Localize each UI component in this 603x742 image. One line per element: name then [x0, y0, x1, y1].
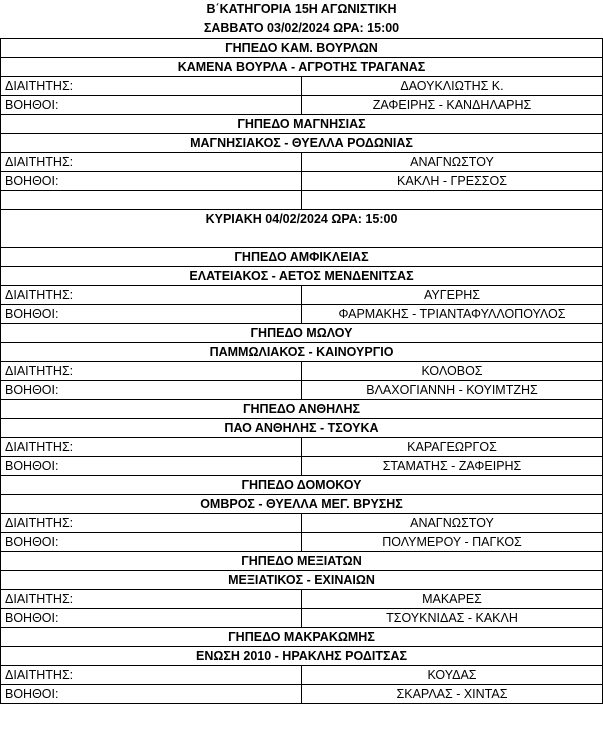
match-teams: ΟΜΒΡΟΣ - ΘΥΕΛΛΑ ΜΕΓ. ΒΡΥΣΗΣ: [1, 495, 603, 514]
row-label: ΒΟΗΘΟΙ:: [1, 609, 302, 628]
stadium-name: ΓΗΠΕΔΟ ΜΑΚΡΑΚΩΜΗΣ: [1, 628, 603, 647]
stadium-name: ΓΗΠΕΔΟ ΔΟΜΟΚΟΥ: [1, 476, 603, 495]
match-teams: ΚΑΜΕΝΑ ΒΟΥΡΛΑ - ΑΓΡΟΤΗΣ ΤΡΑΓΑΝΑΣ: [1, 58, 603, 77]
official-names: ΑΥΓΕΡΗΣ: [302, 286, 603, 305]
row-label: ΔΙΑΙΤΗΤΗΣ:: [1, 514, 302, 533]
official-names: ΣΚΑΡΛΑΣ - ΧΙΝΤΑΣ: [302, 685, 603, 704]
empty-row: [1, 229, 603, 248]
official-names: ΔΑΟΥΚΛΙΩΤΗΣ Κ.: [302, 77, 603, 96]
row-label: ΒΟΗΘΟΙ:: [1, 96, 302, 115]
row-label: ΒΟΗΘΟΙ:: [1, 305, 302, 324]
referee-row: [1, 590, 603, 609]
row-label: ΒΟΗΘΟΙ:: [1, 172, 302, 191]
saturday-date-time: ΣΑΒΒΑΤΟ 03/02/2024 ΩΡΑ: 15:00: [203, 21, 400, 35]
referee-row: [1, 666, 603, 685]
assistants-row: [1, 609, 603, 628]
match-teams: ΕΝΩΣΗ 2010 - ΗΡΑΚΛΗΣ ΡΟΔΙΤΣΑΣ: [1, 647, 603, 666]
match-row: [1, 495, 603, 514]
stadium-row: [1, 400, 603, 419]
match-row: [1, 647, 603, 666]
official-names: ΜΑΚΑΡΕΣ: [302, 590, 603, 609]
row-label: ΒΟΗΘΟΙ:: [1, 457, 302, 476]
match-row: [1, 571, 603, 590]
empty-cell: [302, 191, 603, 210]
stadium-row: [1, 115, 603, 134]
official-names: ΑΝΑΓΝΩΣΤΟΥ: [302, 153, 603, 172]
assistants-row: [1, 305, 603, 324]
match-teams: ΜΕΞΙΑΤΙΚΟΣ - ΕΧΙΝΑΙΩΝ: [1, 571, 603, 590]
match-teams: ΕΛΑΤΕΙΑΚΟΣ - ΑΕΤΟΣ ΜΕΝΔΕΝΙΤΣΑΣ: [1, 267, 603, 286]
official-names: ΚΟΛΟΒΟΣ: [302, 362, 603, 381]
referee-row: [1, 77, 603, 96]
schedule-table-body: [1, 39, 603, 704]
row-label: ΔΙΑΙΤΗΤΗΣ:: [1, 590, 302, 609]
stadium-name: ΓΗΠΕΔΟ ΑΝΘΗΛΗΣ: [1, 400, 603, 419]
official-names: ΣΤΑΜΑΤΗΣ - ΖΑΦΕΙΡΗΣ: [302, 457, 603, 476]
row-label: ΔΙΑΙΤΗΤΗΣ:: [1, 438, 302, 457]
row-label: ΒΟΗΘΟΙ:: [1, 533, 302, 552]
match-teams: ΠΑΟ ΑΝΘΗΛΗΣ - ΤΣΟΥΚΑ: [1, 419, 603, 438]
assistants-row: [1, 457, 603, 476]
official-names: ΖΑΦΕΙΡΗΣ - ΚΑΝΔΗΛΑΡΗΣ: [302, 96, 603, 115]
official-names: ΚΟΥΔΑΣ: [302, 666, 603, 685]
referee-row: [1, 153, 603, 172]
stadium-name: ΓΗΠΕΔΟ ΑΜΦΙΚΛΕΙΑΣ: [1, 248, 603, 267]
row-label: ΔΙΑΙΤΗΤΗΣ:: [1, 666, 302, 685]
schedule-table: [0, 38, 603, 704]
row-label: ΔΙΑΙΤΗΤΗΣ:: [1, 362, 302, 381]
stadium-name: ΓΗΠΕΔΟ ΚΑΜ. ΒΟΥΡΛΩΝ: [1, 39, 603, 58]
referee-row: [1, 514, 603, 533]
official-names: ΠΟΛΥΜΕΡΟΥ - ΠΑΓΚΟΣ: [302, 533, 603, 552]
sunday-date-time: ΚΥΡΙΑΚΗ 04/02/2024 ΩΡΑ: 15:00: [1, 210, 603, 229]
official-names: ΒΛΑΧΟΓΙΑΝΝΗ - ΚΟΥΙΜΤΖΗΣ: [302, 381, 603, 400]
row-label: ΔΙΑΙΤΗΤΗΣ:: [1, 286, 302, 305]
assistants-row: [1, 96, 603, 115]
sunday-date-row: [1, 210, 603, 229]
stadium-row: [1, 476, 603, 495]
referee-row: [1, 286, 603, 305]
official-names: ΑΝΑΓΝΩΣΤΟΥ: [302, 514, 603, 533]
official-names: ΦΑΡΜΑΚΗΣ - ΤΡΙΑΝΤΑΦΥΛΛΟΠΟΥΛΟΣ: [302, 305, 603, 324]
assistants-row: [1, 381, 603, 400]
match-row: [1, 134, 603, 153]
row-label: ΔΙΑΙΤΗΤΗΣ:: [1, 153, 302, 172]
stadium-row: [1, 628, 603, 647]
stadium-name: ΓΗΠΕΔΟ ΜΩΛΟΥ: [1, 324, 603, 343]
assistants-row: [1, 685, 603, 704]
stadium-row: [1, 39, 603, 58]
stadium-name: ΓΗΠΕΔΟ ΜΑΓΝΗΣΙΑΣ: [1, 115, 603, 134]
stadium-row: [1, 552, 603, 571]
match-row: [1, 419, 603, 438]
empty-row: [1, 191, 603, 210]
stadium-row: [1, 324, 603, 343]
official-names: ΚΑΚΛΗ - ΓΡΕΣΣΟΣ: [302, 172, 603, 191]
match-row: [1, 267, 603, 286]
match-row: [1, 343, 603, 362]
match-teams: ΠΑΜΜΩΛΙΑΚΟΣ - ΚΑΙΝΟΥΡΓΙΟ: [1, 343, 603, 362]
referee-row: [1, 438, 603, 457]
official-names: ΤΣΟΥΚΝΙΔΑΣ - ΚΑΚΛΗ: [302, 609, 603, 628]
row-label: ΔΙΑΙΤΗΤΗΣ:: [1, 77, 302, 96]
stadium-name: ΓΗΠΕΔΟ ΜΕΞΙΑΤΩΝ: [1, 552, 603, 571]
match-teams: ΜΑΓΝΗΣΙΑΚΟΣ - ΘΥΕΛΛΑ ΡΟΔΩΝΙΑΣ: [1, 134, 603, 153]
assistants-row: [1, 172, 603, 191]
empty-cell: [1, 229, 603, 248]
match-row: [1, 58, 603, 77]
referee-row: [1, 362, 603, 381]
official-names: ΚΑΡΑΓΕΩΡΓΟΣ: [302, 438, 603, 457]
stadium-row: [1, 248, 603, 267]
category-round-title: Β΄ΚΑΤΗΓΟΡΙΑ 15Η ΑΓΩΝΙΣΤΙΚΗ: [206, 2, 397, 16]
empty-cell: [1, 191, 302, 210]
assistants-row: [1, 533, 603, 552]
row-label: ΒΟΗΘΟΙ:: [1, 685, 302, 704]
row-label: ΒΟΗΘΟΙ:: [1, 381, 302, 400]
